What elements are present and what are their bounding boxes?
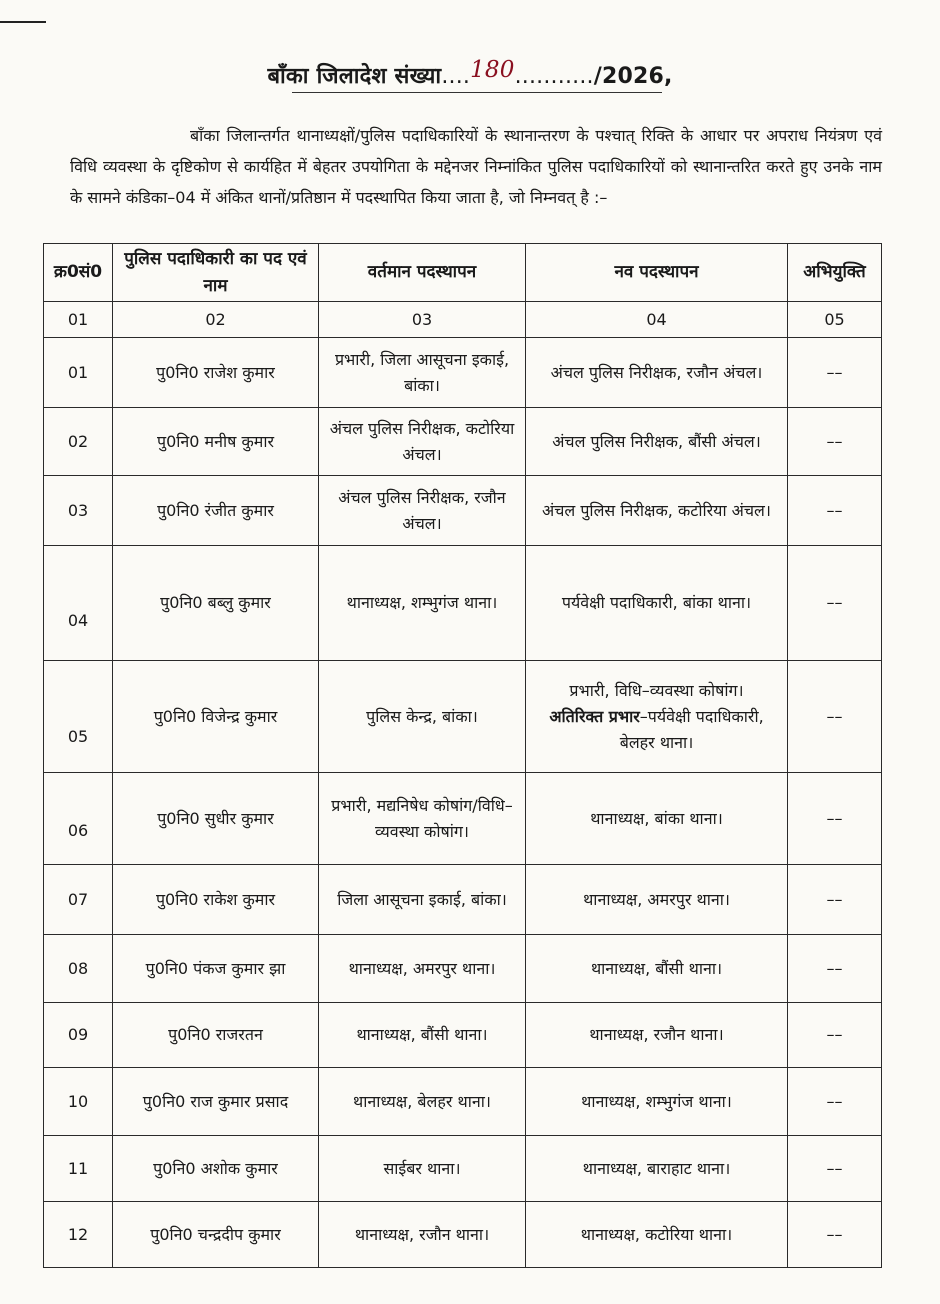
- current-posting: प्रभारी, मद्यनिषेध कोषांग/विधि–व्यवस्था कोषांग।: [319, 773, 526, 865]
- column-number-row: [44, 302, 882, 338]
- title-dots-right: ...........: [514, 64, 594, 89]
- table-row: [44, 865, 882, 935]
- current-posting: थानाध्यक्ष, बेलहर थाना।: [319, 1068, 526, 1136]
- table-row: [44, 476, 882, 546]
- remark: ––: [788, 476, 882, 546]
- new-posting: अंचल पुलिस निरीक्षक, रजौन अंचल।: [526, 338, 788, 408]
- header-row: [44, 244, 882, 302]
- serial-number: 10: [44, 1068, 113, 1136]
- order-number: 180: [470, 57, 515, 83]
- remark: ––: [788, 338, 882, 408]
- new-posting: थानाध्यक्ष, शम्भुगंज थाना।: [526, 1068, 788, 1136]
- column-number: 04: [526, 302, 788, 338]
- transfer-table: [43, 243, 882, 1268]
- serial-number: 03: [44, 476, 113, 546]
- header-officer: पुलिस पदाधिकारी का पद एवं नाम: [113, 244, 319, 302]
- new-posting: थानाध्यक्ष, बौंसी थाना।: [526, 935, 788, 1003]
- serial-number: 07: [44, 865, 113, 935]
- title-underline: [292, 92, 662, 93]
- serial-number: 05: [44, 661, 113, 773]
- new-posting: थानाध्यक्ष, रजौन थाना।: [526, 1003, 788, 1068]
- current-posting: थानाध्यक्ष, बौंसी थाना।: [319, 1003, 526, 1068]
- additional-charge-label: अतिरिक्त प्रभार: [549, 706, 640, 726]
- new-posting: थानाध्यक्ष, बाराहाट थाना।: [526, 1136, 788, 1202]
- order-title: [0, 57, 940, 90]
- new-posting: अंचल पुलिस निरीक्षक, बौंसी अंचल।: [526, 408, 788, 476]
- current-posting: थानाध्यक्ष, शम्भुगंज थाना।: [319, 546, 526, 661]
- intro-paragraph: बाँका जिलान्तर्गत थानाध्यक्षों/पुलिस पदाधिकारियों के स्थानान्तरण के पश्चात् रिक्ति के आधार पर अपराध नियंत्रण एवं विधि व्यवस्था के दृष्टिकोण से कार्यहित में बेहतर उपयोगिता के मद्देनजर निम्नांकित पुलिस पदाधिकारियों को स्थानान्तरित करते हुए उनके नाम के सामने कंडिका–04 में अंकित थानों/प्रतिष्ठान में पदस्थापित किया जाता है, जो निम्नवत् है :–: [70, 126, 882, 207]
- officer-name: पु0नि0 सुधीर कुमार: [113, 773, 319, 865]
- remark: ––: [788, 865, 882, 935]
- officer-name: पु0नि0 राज कुमार प्रसाद: [113, 1068, 319, 1136]
- table-row: [44, 773, 882, 865]
- additional-charge-text: –पर्यवेक्षी पदाधिकारी, बेलहर थाना।: [619, 706, 764, 752]
- title-prefix: बाँका जिलादेश संख्या: [267, 64, 442, 89]
- remark: ––: [788, 661, 882, 773]
- officer-name: पु0नि0 पंकज कुमार झा: [113, 935, 319, 1003]
- title-suffix: /2026,: [593, 64, 673, 89]
- header-new-posting: नव पदस्थापन: [526, 244, 788, 302]
- serial-number: 04: [44, 546, 113, 661]
- new-posting: थानाध्यक्ष, कटोरिया थाना।: [526, 1202, 788, 1268]
- serial-number: 08: [44, 935, 113, 1003]
- new-posting: पर्यवेक्षी पदाधिकारी, बांका थाना।: [526, 546, 788, 661]
- header-current-posting: वर्तमान पदस्थापन: [319, 244, 526, 302]
- remark: ––: [788, 408, 882, 476]
- column-number: 01: [44, 302, 113, 338]
- current-posting: पुलिस केन्द्र, बांका।: [319, 661, 526, 773]
- officer-name: पु0नि0 बब्लु कुमार: [113, 546, 319, 661]
- header-serial: क्र0सं0: [44, 244, 113, 302]
- corner-line-mark: [0, 21, 46, 23]
- remark: ––: [788, 1202, 882, 1268]
- remark: ––: [788, 935, 882, 1003]
- table-row: [44, 1202, 882, 1268]
- header-remarks: अभियुक्ति: [788, 244, 882, 302]
- officer-name: पु0नि0 रंजीत कुमार: [113, 476, 319, 546]
- new-posting: थानाध्यक्ष, बांका थाना।: [526, 773, 788, 865]
- officer-name: पु0नि0 विजेन्द्र कुमार: [113, 661, 319, 773]
- current-posting: अंचल पुलिस निरीक्षक, रजौन अंचल।: [319, 476, 526, 546]
- remark: ––: [788, 1003, 882, 1068]
- table-row: [44, 338, 882, 408]
- remark: ––: [788, 1068, 882, 1136]
- table-row: [44, 1136, 882, 1202]
- remark: ––: [788, 546, 882, 661]
- serial-number: 01: [44, 338, 113, 408]
- serial-number: 06: [44, 773, 113, 865]
- officer-name: पु0नि0 मनीष कुमार: [113, 408, 319, 476]
- officer-name: पु0नि0 राजेश कुमार: [113, 338, 319, 408]
- current-posting: अंचल पुलिस निरीक्षक, कटोरिया अंचल।: [319, 408, 526, 476]
- column-number: 05: [788, 302, 882, 338]
- serial-number: 02: [44, 408, 113, 476]
- serial-number: 09: [44, 1003, 113, 1068]
- officer-name: पु0नि0 चन्द्रदीप कुमार: [113, 1202, 319, 1268]
- current-posting: थानाध्यक्ष, अमरपुर थाना।: [319, 935, 526, 1003]
- current-posting: प्रभारी, जिला आसूचना इकाई, बांका।: [319, 338, 526, 408]
- table-row: [44, 661, 882, 773]
- officer-name: पु0नि0 राकेश कुमार: [113, 865, 319, 935]
- column-number: 02: [113, 302, 319, 338]
- table-row: [44, 408, 882, 476]
- serial-number: 11: [44, 1136, 113, 1202]
- current-posting: थानाध्यक्ष, रजौन थाना।: [319, 1202, 526, 1268]
- table-row: [44, 935, 882, 1003]
- new-posting: [526, 661, 788, 773]
- serial-number: 12: [44, 1202, 113, 1268]
- table-row: [44, 1068, 882, 1136]
- remark: ––: [788, 773, 882, 865]
- current-posting: जिला आसूचना इकाई, बांका।: [319, 865, 526, 935]
- current-posting: साईबर थाना।: [319, 1136, 526, 1202]
- new-posting-primary: प्रभारी, विधि–व्यवस्था कोषांग।: [569, 680, 744, 700]
- title-dots-left: ....: [441, 64, 471, 89]
- new-posting: अंचल पुलिस निरीक्षक, कटोरिया अंचल।: [526, 476, 788, 546]
- new-posting: थानाध्यक्ष, अमरपुर थाना।: [526, 865, 788, 935]
- remark: ––: [788, 1136, 882, 1202]
- officer-name: पु0नि0 अशोक कुमार: [113, 1136, 319, 1202]
- officer-name: पु0नि0 राजरतन: [113, 1003, 319, 1068]
- table-row: [44, 1003, 882, 1068]
- column-number: 03: [319, 302, 526, 338]
- table-row: [44, 546, 882, 661]
